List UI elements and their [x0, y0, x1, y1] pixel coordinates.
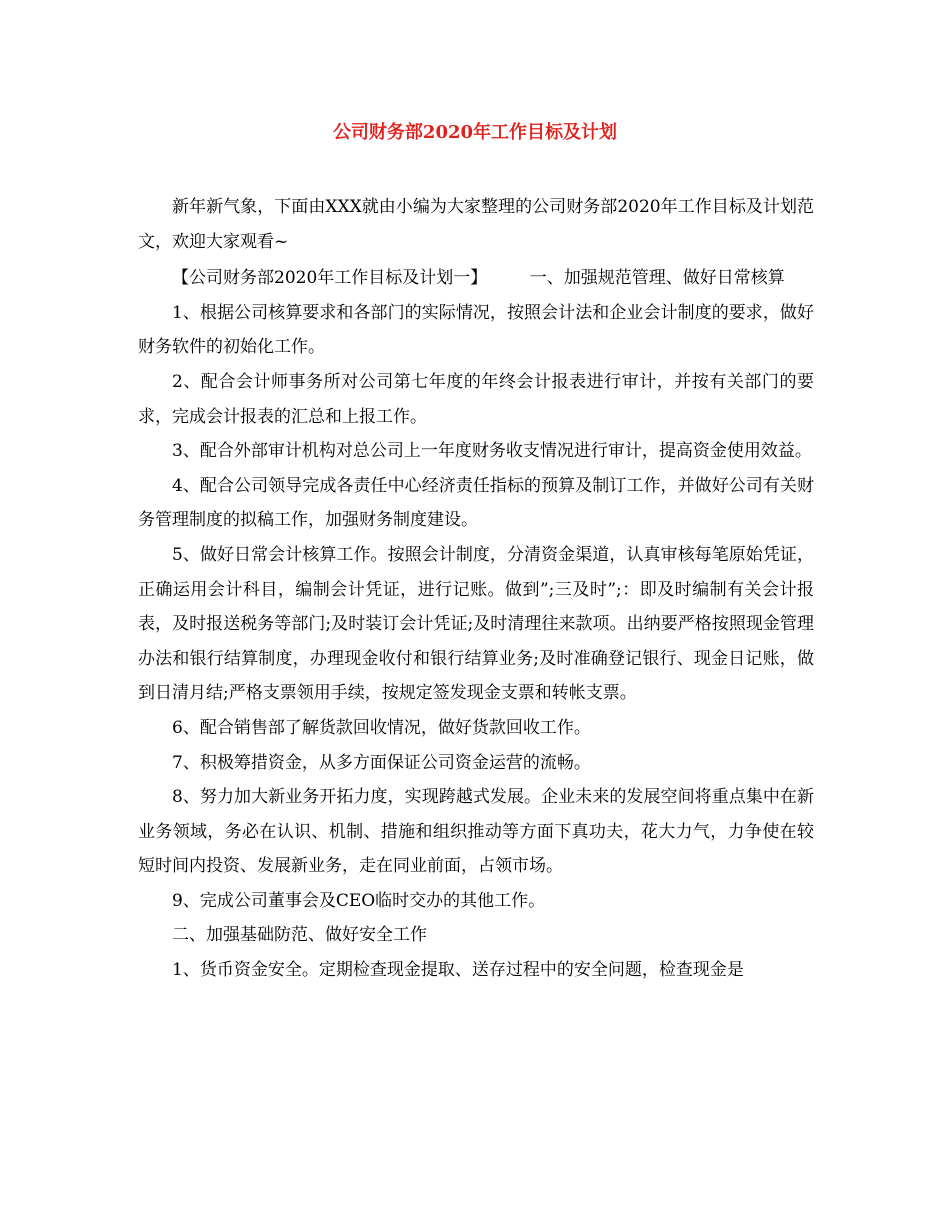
item-paragraph: 3、配合外部审计机构对总公司上一年度财务收支情况进行审计，提高资金使用效益。 [172, 441, 812, 462]
item-paragraph: 9、完成公司董事会及CEO临时交办的其他工作。 [172, 890, 546, 911]
item-paragraph: 7、积极筹措资金，从多方面保证公司资金运营的流畅。 [172, 752, 591, 773]
item-paragraph: 2、配合会计师事务所对公司第七年度的年终会计报表进行审计，并按有关部门的要求，完成会计报表的汇总和上报工作。 [138, 371, 814, 427]
document-title: 公司财务部2020年工作目标及计划 [332, 122, 618, 143]
item-paragraph: 5、做好日常会计核算工作。按照会计制度，分清资金渠道，认真审核每笔原始凭证，正确运用会计科目，编制会计凭证，进行记账。做到”;三及时”;：即及时编制有关会计报表，及时报送税务等部门;及时装订会计凭证;及时清理往来款项。出纳要严格按照现金管理办法和银行结算制度，办理现金收付和银行结算业务;及时准确登记银行、现金日记账，做到日清月结;严格支票领用手续，按规定签发现金支票和转帐支票。 [138, 544, 814, 704]
item-paragraph: 1、货币资金安全。定期检查现金提取、送存过程中的安全问题，检查现金是 [172, 960, 744, 981]
section-heading-paragraph: 二、加强基础防范、做好安全工作 [172, 925, 427, 946]
item-paragraph: 6、配合销售部了解货款回收情况，做好货款回收工作。 [172, 717, 591, 738]
item-paragraph: 8、努力加大新业务开拓力度，实现跨越式发展。企业未来的发展空间将重点集中在新业务领域，务必在认识、机制、措施和组织推动等方面下真功夫，花大力气，力争使在较短时间内投资、发展新业务，走在同业前面，占领市场。 [138, 787, 814, 877]
document-body [138, 190, 814, 988]
intro-paragraph: 新年新气象，下面由XXX就由小编为大家整理的公司财务部2020年工作目标及计划范文，欢迎大家观看~ [138, 197, 814, 252]
item-paragraph: 4、配合公司领导完成各责任中心经济责任指标的预算及制订工作，并做好公司有关财务管理制度的拟稿工作，加强财务制度建设。 [138, 475, 814, 531]
section-heading-paragraph: 【公司财务部2020年工作目标及计划一】 一、加强规范管理、做好日常核算 [172, 268, 785, 289]
item-paragraph: 1、根据公司核算要求和各部门的实际情况，按照会计法和企业会计制度的要求，做好财务软件的初始化工作。 [138, 302, 814, 358]
